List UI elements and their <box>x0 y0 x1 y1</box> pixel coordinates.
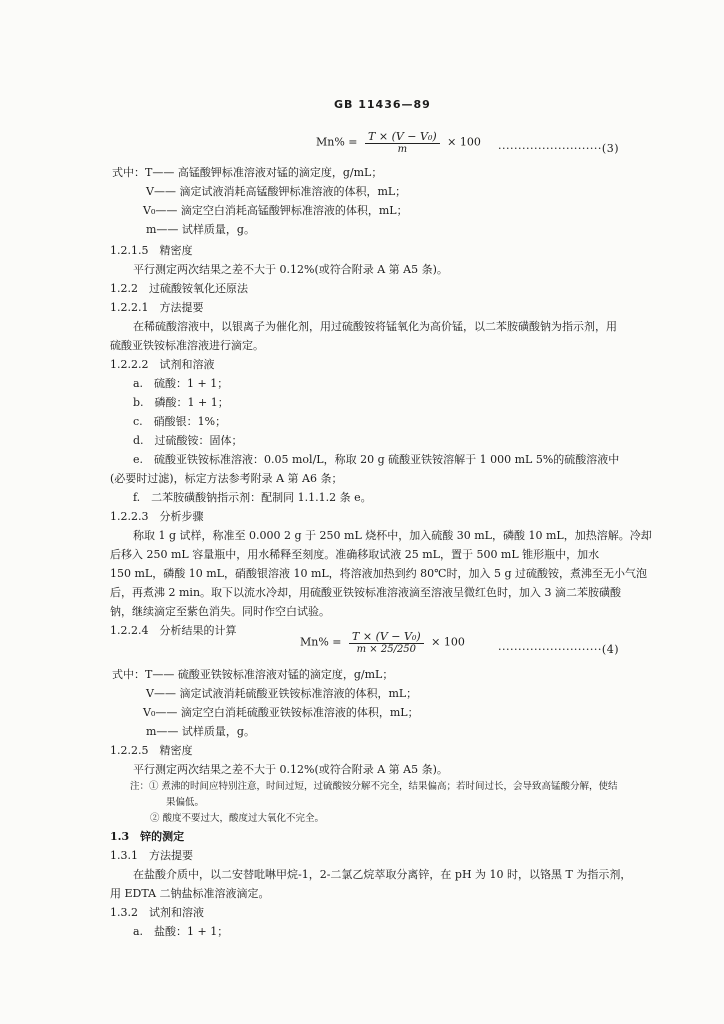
definition-line: m—— 试样质量，g。 <box>146 223 255 236</box>
paragraph-line: 硫酸亚铁铵标准溶液进行滴定。 <box>110 339 264 352</box>
section-heading: 1.2.2.2 试剂和溶液 <box>110 358 215 371</box>
list-item: a. 硫酸：1 + 1； <box>133 377 229 390</box>
note-line: 果偏低。 <box>166 797 205 808</box>
list-item: f. 二苯胺磺酸钠指示剂：配制同 1.1.1.2 条 e。 <box>133 491 372 504</box>
paragraph-line: 150 mL，磷酸 10 mL，硝酸银溶液 10 mL，将溶液加热到约 80℃时，加入 5 g 过硫酸铵，煮沸至无小气泡 <box>110 567 648 580</box>
paragraph-line: 钠，继续滴定至紫色消失。同时作空白试验。 <box>110 605 330 618</box>
paragraph-line: 平行测定两次结果之差不大于 0.12%(或符合附录 A 第 A5 条)。 <box>133 763 448 776</box>
list-item: (必要时过滤)，标定方法参考附录 A 第 A6 条； <box>110 472 343 485</box>
formula-denominator: m × 25/250 <box>356 644 417 655</box>
paragraph-line: 在盐酸介质中，以二安替吡啉甲烷-1，2-二氯乙烷萃取分离锌，在 pH 为 10 时，以铬黑 T 为指示剂， <box>133 868 632 881</box>
equation-number-3: ··························(3) <box>498 142 619 155</box>
note-line: ② 酸度不要过大，酸度过大氧化不完全。 <box>150 813 325 824</box>
definition-line: V—— 滴定试液消耗硫酸亚铁铵标准溶液的体积，mL； <box>146 687 418 700</box>
formula-denominator: m <box>397 144 408 155</box>
section-heading: 1.2.1.5 精密度 <box>110 244 193 257</box>
list-item: e. 硫酸亚铁铵标准溶液：0.05 mol/L，称取 20 g 硫酸亚铁铵溶解于 1 000 mL 5%的硫酸溶液中 <box>133 453 620 466</box>
section-heading: 1.2.2 过硫酸铵氧化还原法 <box>110 282 248 295</box>
definition-line: V—— 滴定试液消耗高锰酸钾标准溶液的体积，mL； <box>146 185 407 198</box>
section-heading: 1.3.1 方法提要 <box>110 849 193 862</box>
definition-line: V₀—— 滴定空白消耗高锰酸钾标准溶液的体积，mL； <box>143 204 408 217</box>
list-item: a. 盐酸：1 + 1； <box>133 925 229 938</box>
formula-tail: × 100 <box>447 135 481 149</box>
definition-line: 式中：T—— 硫酸亚铁铵标准溶液对锰的滴定度，g/mL； <box>112 668 394 681</box>
paragraph-line: 在稀硫酸溶液中，以银离子为催化剂，用过硫酸铵将锰氧化为高价锰，以二苯胺磺酸钠为指示剂，用 <box>133 320 617 333</box>
formula-numerator: T × (V − V₀) <box>349 630 424 644</box>
formula-4 <box>300 630 465 655</box>
section-heading: 1.2.2.5 精密度 <box>110 744 193 757</box>
section-heading: 1.3 锌的测定 <box>110 830 185 843</box>
paragraph-line: 称取 1 g 试样，称准至 0.000 2 g 于 250 mL 烧杯中，加入硫酸 30 mL，磷酸 10 mL，加热溶解。冷却 <box>133 529 652 542</box>
list-item: c. 硝酸银：1%； <box>133 415 227 428</box>
list-item: b. 磷酸：1 + 1； <box>133 396 229 409</box>
formula-lhs: Mn% = <box>316 135 358 149</box>
paragraph-line: 用 EDTA 二钠盐标准溶液滴定。 <box>110 887 270 900</box>
paragraph-line: 后，再煮沸 2 min。取下以流水冷却，用硫酸亚铁铵标准溶液滴至溶液呈微红色时，加入 3 滴二苯胺磺酸 <box>110 586 622 599</box>
formula-tail: × 100 <box>431 635 465 649</box>
formula-lhs: Mn% = <box>300 635 342 649</box>
definition-line: m—— 试样质量，g。 <box>146 725 255 738</box>
section-heading: 1.3.2 试剂和溶液 <box>110 906 204 919</box>
page-header: GB 11436—89 <box>334 98 431 111</box>
note-line: 注：① 煮沸的时间应特别注意，时间过短，过硫酸铵分解不完全，结果偏高；若时间过长，会导致高锰酸分解，使结 <box>130 781 618 792</box>
definition-line: 式中：T—— 高锰酸钾标准溶液对锰的滴定度，g/mL； <box>112 166 383 179</box>
formula-3 <box>316 130 481 155</box>
paragraph-line: 后移入 250 mL 容量瓶中，用水稀释至刻度。准确移取试液 25 mL，置于 500 mL 锥形瓶中，加水 <box>110 548 600 561</box>
formula-numerator: T × (V − V₀) <box>365 130 440 144</box>
section-heading: 1.2.2.3 分析步骤 <box>110 510 204 523</box>
definition-line: V₀—— 滴定空白消耗硫酸亚铁铵标准溶液的体积，mL； <box>143 706 419 719</box>
section-heading: 1.2.2.1 方法提要 <box>110 301 204 314</box>
paragraph-line: 平行测定两次结果之差不大于 0.12%(或符合附录 A 第 A5 条)。 <box>133 263 448 276</box>
section-heading: 1.2.2.4 分析结果的计算 <box>110 624 237 637</box>
list-item: d. 过硫酸铵：固体； <box>133 434 243 447</box>
equation-number-4: ··························(4) <box>498 643 619 656</box>
